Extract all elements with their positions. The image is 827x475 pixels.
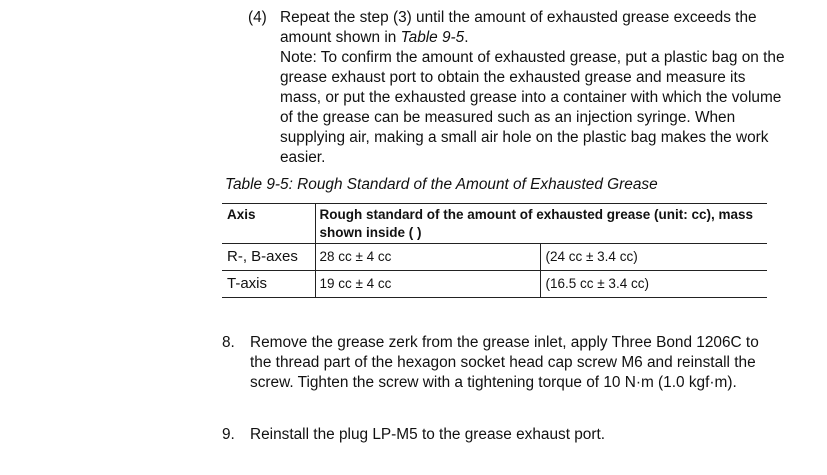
table-caption: Table 9-5: Rough Standard of the Amount of Exhausted Grease [225,176,658,193]
cell-volume: 19 cc ± 4 cc [315,271,540,298]
table-row [222,271,767,298]
table-reference: Table 9-5 [400,29,465,46]
step-number: 8. [222,334,235,351]
cell-mass: (24 cc ± 3.4 cc) [540,244,767,271]
note-text: Note: To confirm the amount of exhausted grease, put a plastic bag on the grease exhaust port to obtain the exhausted grease and measure its mass, or put the exhausted grease into a container with which the volume of the grease can be measured such as an injection syringe. When supplying air, making a small air hole on the plastic bag makes the work easier. [280,49,785,166]
step-9 [222,425,782,445]
table-row [222,244,767,271]
substep-body: Repeat the step (3) until the amount of exhausted grease exceeds the amount shown in Table 9-5. Note: To confirm the amount of exhausted grease, put a plastic bag on the grease exhaust port to obtain the exhausted grease and measure its mass, or put the exhausted grease into a container with which the volume of the grease can be measured such as an injection syringe. When supplying air, making a small air hole on the plastic bag makes the work easier. [280,8,788,168]
header-axis: Axis [222,204,315,244]
step-8 [222,333,782,393]
cell-axis: T-axis [222,271,315,298]
cell-mass: (16.5 cc ± 3.4 cc) [540,271,767,298]
substep-4 [248,8,788,168]
step-text: Remove the grease zerk from the grease inlet, apply Three Bond 1206C to the thread part of the hexagon socket head cap screw M6 and reinstall the screw. Tighten the screw with a tightening torque of 10 N·m (1.0 kgf·m). [250,334,759,391]
grease-amount-table [222,203,767,298]
step-text: Reinstall the plug LP-M5 to the grease exhaust port. [250,426,606,443]
step-number: 9. [222,426,235,443]
cell-axis: R-, B-axes [222,244,315,271]
table-header-row [222,204,767,244]
header-standard: Rough standard of the amount of exhausted grease (unit: cc), mass shown inside ( ) [315,204,767,244]
substep-text: Repeat the step (3) until the amount of exhausted grease exceeds the amount shown in [280,9,757,46]
cell-volume: 28 cc ± 4 cc [315,244,540,271]
substep-number: (4) [248,9,267,26]
